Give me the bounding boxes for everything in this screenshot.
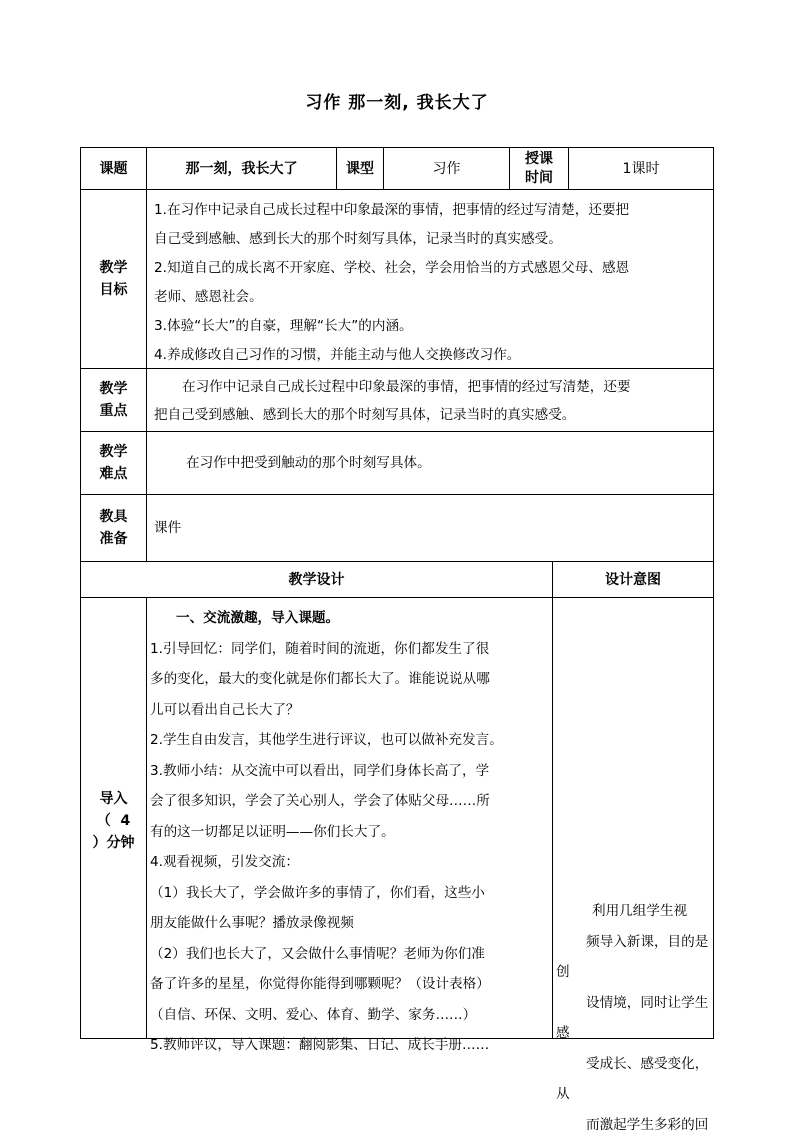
objectives-line: 2.知道自己的成长离不开家庭、学校、社会，学会用恰当的方式感恩父母、感恩 xyxy=(154,254,712,283)
intro-line: 备了许多的星星，你觉得你能得到哪颗呢？（设计表格） xyxy=(150,969,552,1000)
objectives-line: 老师、感恩社会。 xyxy=(154,283,712,312)
materials-label xyxy=(81,495,146,561)
intro-line: 5.教师评议，导入课题：翻阅影集、日记、成长手册…… xyxy=(150,1030,552,1061)
intro-line: 多的变化，最大的变化就是你们都长大了。谁能说说从哪 xyxy=(150,664,552,695)
intro-intent xyxy=(556,896,712,1038)
hours-label xyxy=(510,148,568,189)
difficulties-label xyxy=(81,432,146,494)
intro-label-line-2: （ 4 xyxy=(81,810,146,832)
key-points-line: 在习作中记录自己成长过程中印象最深的事情，把事情的经过写清楚，还要 xyxy=(154,373,712,401)
intro-line: 儿可以看出自己长大了？ xyxy=(150,695,552,726)
materials-text: 课件 xyxy=(154,495,712,561)
objectives-label xyxy=(81,190,146,368)
intro-line: 会了很多知识，学会了关心别人，学会了体贴父母……所 xyxy=(150,786,552,817)
document-title: 习作 那一刻, 我长大了 xyxy=(0,88,794,113)
intent-line: 设情境，同时让学生感 xyxy=(556,988,712,1049)
intro-label-line-3: ）分钟 xyxy=(81,832,146,854)
intro-label xyxy=(81,598,146,1038)
hours-label-line-2: 时间 xyxy=(525,169,553,188)
design-header-left: 教学设计 xyxy=(81,562,552,597)
materials-label-line-1: 教具 xyxy=(100,506,128,528)
key-points-label-line-1: 教学 xyxy=(100,378,128,400)
hours-label-line-1: 授课 xyxy=(525,150,553,169)
intro-line: 2.学生自由发言，其他学生进行评议，也可以做补充发言。 xyxy=(150,725,552,756)
difficulties-label-line-1: 教学 xyxy=(100,441,128,463)
topic-label: 课题 xyxy=(81,148,146,189)
intro-heading: 一、交流激趣，导入课题。 xyxy=(150,603,552,634)
intent-line: 利用几组学生视 xyxy=(556,896,712,927)
difficulties-text xyxy=(154,432,712,494)
type-label: 课型 xyxy=(337,148,383,189)
difficulties-value: 在习作中把受到触动的那个时刻写具体。 xyxy=(154,454,431,472)
intro-line: 有的这一切都足以证明——你们长大了。 xyxy=(150,817,552,848)
key-points-label-line-2: 重点 xyxy=(100,400,128,422)
intro-line: （2）我们也长大了，又会做什么事情呢？老师为你们准 xyxy=(150,939,552,970)
key-points-line: 把自己受到感触、感到长大的那个时刻写具体，记录当时的真实感受。 xyxy=(154,401,712,429)
intro-line: 4.观看视频，引发交流： xyxy=(150,847,552,878)
intro-line: 3.教师小结：从交流中可以看出，同学们身体长高了，学 xyxy=(150,756,552,787)
intent-line: 而激起学生多彩的回 xyxy=(556,1110,712,1140)
objectives-line: 4.养成修改自己习作的习惯，并能主动与他人交换修改习作。 xyxy=(154,341,712,370)
key-points-text xyxy=(154,373,712,429)
topic-value: 那一刻，我长大了 xyxy=(147,148,336,189)
objectives-label-line-1: 教学 xyxy=(100,257,128,279)
intent-line: 频导入新课，目的是创 xyxy=(556,927,712,988)
objectives-text xyxy=(154,196,712,366)
intent-line: 受成长、感受变化，从 xyxy=(556,1049,712,1110)
type-value: 习作 xyxy=(384,148,509,189)
materials-label-line-2: 准备 xyxy=(100,528,128,550)
intro-line: 朋友能做什么事呢？播放录像视频 xyxy=(150,908,552,939)
intro-line: 1.引导回忆：同学们，随着时间的流逝，你们都发生了很 xyxy=(150,634,552,665)
objectives-line: 1.在习作中记录自己成长过程中印象最深的事情，把事情的经过写清楚，还要把 xyxy=(154,196,712,225)
hours-value: 1课时 xyxy=(569,148,713,189)
intro-content xyxy=(148,603,552,1037)
difficulties-label-line-2: 难点 xyxy=(100,463,128,485)
intro-label-line-1: 导入 xyxy=(81,788,146,810)
objectives-label-line-2: 目标 xyxy=(100,279,128,301)
key-points-label xyxy=(81,369,146,431)
intro-line: （1）我长大了，学会做许多的事情了，你们看，这些小 xyxy=(150,878,552,909)
intro-line: （自信、环保、文明、爱心、体育、勤学、家务……） xyxy=(150,1000,552,1031)
design-header-right: 设计意图 xyxy=(553,562,713,597)
objectives-line: 自己受到感触、感到长大的那个时刻写具体，记录当时的真实感受。 xyxy=(154,225,712,254)
objectives-line: 3.体验“长大”的自豪，理解“长大”的内涵。 xyxy=(154,312,712,341)
